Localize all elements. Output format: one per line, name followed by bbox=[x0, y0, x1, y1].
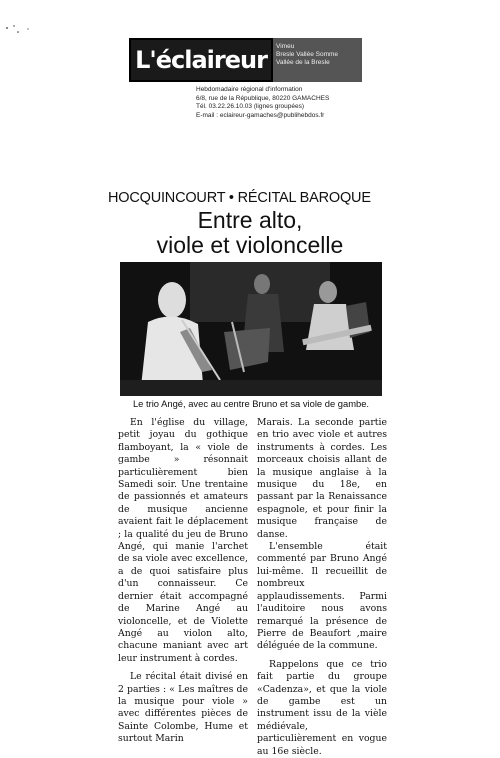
article-paragraph: Marais. La seconde partie en trio avec viole et autres instruments à cordes. Les morceaux choisis allant de la musique anglaise à la musique du 18e, en passant par la Renaissance espagnole, et pour finir la musique française de danse. bbox=[257, 417, 387, 540]
article-headline bbox=[150, 208, 350, 258]
musician-left-head bbox=[158, 282, 186, 318]
contact-line: Tél. 03.22.26.10.03 (lignes groupées) bbox=[196, 103, 305, 111]
article-column-left bbox=[118, 417, 248, 746]
newspaper-masthead bbox=[129, 38, 362, 82]
headline-line: viole et violoncelle bbox=[156, 232, 344, 258]
contact-line: 6/8, rue de la République, 80220 GAMACHES bbox=[196, 94, 330, 102]
newspaper-logo: L'éclaireur bbox=[129, 38, 273, 82]
tagline-line: Vimeu bbox=[276, 43, 295, 50]
musician-right-head bbox=[319, 281, 337, 303]
article-paragraph: En l'église du village, petit joyau du gothique flamboyant, la « viole de gambe » résonnait particulièrement bien Samedi soir. Une trentaine de passionnés et amateurs de musique ancienne avaient fait le déplacement ; la qualité du jeu de Bruno Angé, qui manie l'archet de sa viole avec excellence, a de quoi satisfaire plus d'un connaisseur. Ce dernier était accompagné de Marine Angé au violoncelle, et de Violette Angé au violon alto, chacune maniant avec art leur instrument à cordes. bbox=[118, 417, 248, 664]
article-paragraph: L'ensemble était commenté par Bruno Angé lui-même. Il recueillit de nombreux applaudissements. Parmi l'auditoire nous avons remarqué la présence de Pierre de Beaufort ,maire déléguée de la commune. bbox=[257, 541, 387, 652]
article-photo bbox=[120, 262, 382, 396]
musician-center-head bbox=[254, 274, 270, 294]
photo-caption: Le trio Angé, avec au centre Bruno et sa viole de gambe. bbox=[132, 398, 370, 409]
article-column-right bbox=[257, 417, 387, 758]
article-rubric: HOCQUINCOURT • RÉCITAL BAROQUE bbox=[108, 190, 371, 206]
contact-line: Hebdomadaire régional d'information bbox=[196, 86, 303, 93]
photo-floor bbox=[120, 380, 382, 396]
publisher-contact bbox=[196, 86, 371, 120]
tagline-line: Vallée de la Bresle bbox=[276, 59, 330, 66]
contact-line: E-mail : eclaireur-gamaches@publihebdos.fr bbox=[196, 111, 325, 119]
concert-photo-illustration bbox=[120, 262, 382, 396]
article-paragraph: Rappelons que ce trio fait partie du groupe «Cadenza», et que la viole de gambe est un instrument issu de la vièle médiévale, particulièrement en vogue au 16e siècle. bbox=[257, 658, 387, 757]
scan-specks bbox=[4, 20, 34, 40]
tagline-line: Bresle Vallée Somme bbox=[276, 51, 339, 58]
headline-line: Entre alto, bbox=[197, 207, 303, 233]
logo-tagline bbox=[273, 38, 362, 82]
article-paragraph: Le récital était divisé en 2 parties : « Les maîtres de la musique pour viole » avec différentes pièces de Sainte Colombe, Hume et surtout Marin bbox=[118, 671, 248, 745]
